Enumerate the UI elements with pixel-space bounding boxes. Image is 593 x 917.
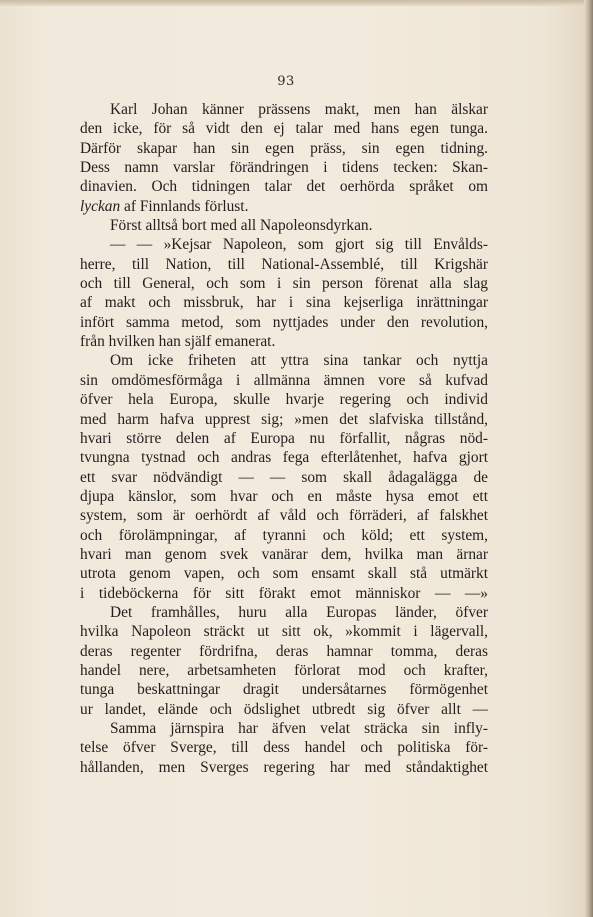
text-line: ur landet, elände och ödslighet utbredt sig öfver allt — xyxy=(80,700,488,718)
text-line xyxy=(80,197,488,216)
page-top-edge xyxy=(0,0,593,6)
text-line: af makt och missbruk, har i sina kejserliga inrättningar xyxy=(80,294,488,312)
text-line: sin omdömesförmåga i allmänna ämnen vore så kufvad xyxy=(80,371,488,389)
page-number: 93 xyxy=(277,74,295,89)
text-line: dinavien. Och tidningen talar det oerhörda språket om xyxy=(80,178,488,196)
text-line: Först alltså bort med all Napoleonsdyrkan. xyxy=(110,217,373,235)
text-line: från hvilken han själf emanerat. xyxy=(80,333,276,351)
text-line: djupa känslor, som hvar och en måste hysa emot ett xyxy=(80,487,488,505)
text-line: system, som är oerhördt af våld och förräderi, af falskhet xyxy=(80,507,488,525)
body-text xyxy=(80,100,488,777)
text-line: utrota genom vapen, och som ensamt skall stå utmärkt xyxy=(80,565,488,583)
text-line: telse öfver Sverge, till dess handel och politiska för- xyxy=(80,739,488,757)
text-line: i tideböckerna för sitt förakt emot människor — —» xyxy=(80,584,488,602)
text-line: den icke, för så vidt den ej talar med hans egen tunga. xyxy=(80,120,488,138)
text-line: deras regenter fördrifna, deras hamnar tomma, deras xyxy=(80,642,488,660)
text-line: ett svar nödvändigt — — som skall ådagalägga de xyxy=(80,468,488,486)
text-line: tvungna tystnad och andras fega efterlåtenhet, hafva gjort xyxy=(80,449,488,467)
text-line: med harm hafva upprest sig; »men det slafviska tillstånd, xyxy=(80,410,488,428)
text-line: — — »Kejsar Napoleon, som gjort sig till Envålds- xyxy=(110,236,488,254)
text-line: Det framhålles, huru alla Europas länder, öfver xyxy=(110,603,488,621)
text-line: infört samma metod, som nyttjades under den revolution, xyxy=(80,313,488,331)
text-line-rest: af Finnlands förlust. xyxy=(120,197,249,215)
page-right-edge xyxy=(584,0,593,917)
text-line: Därför skapar han sin egen präss, sin egen tidning. xyxy=(80,139,488,157)
text-line: Karl Johan känner prässens makt, men han älskar xyxy=(110,101,488,118)
text-line: Om icke friheten att yttra sina tankar och nyttja xyxy=(110,352,488,370)
text-line: hvari större delen af Europa nu förfallit, någras nöd- xyxy=(80,429,488,447)
text-line: Dess namn varslar förändringen i tidens tecken: Skan- xyxy=(80,159,488,177)
italic-word: lyckan xyxy=(80,197,121,215)
text-line: hållanden, men Sverges regering har med ståndaktighet xyxy=(80,758,488,776)
text-line: hvari man genom svek vanärar dem, hvilka man ärnar xyxy=(80,545,488,563)
text-line: öfver hela Europa, skulle hvarje regering och individ xyxy=(80,391,488,409)
text-line: herre, till Nation, till National-Assemblé, till Krigshär xyxy=(80,255,488,273)
text-line: Samma järnspira har äfven velat sträcka sin infly- xyxy=(110,720,488,737)
text-line: och förolämpningar, af tyranni och köld; ett system, xyxy=(80,526,488,544)
text-line: handel nere, arbetsamheten förlorat mod och krafter, xyxy=(80,661,488,679)
text-line: och till General, och som i sin person förenat alla slag xyxy=(80,275,488,293)
text-line: hvilka Napoleon sträckt ut sitt ok, »kommit i lägervall, xyxy=(80,623,488,641)
text-line: tunga beskattningar dragit undersåtarnes förmögenhet xyxy=(80,681,488,699)
